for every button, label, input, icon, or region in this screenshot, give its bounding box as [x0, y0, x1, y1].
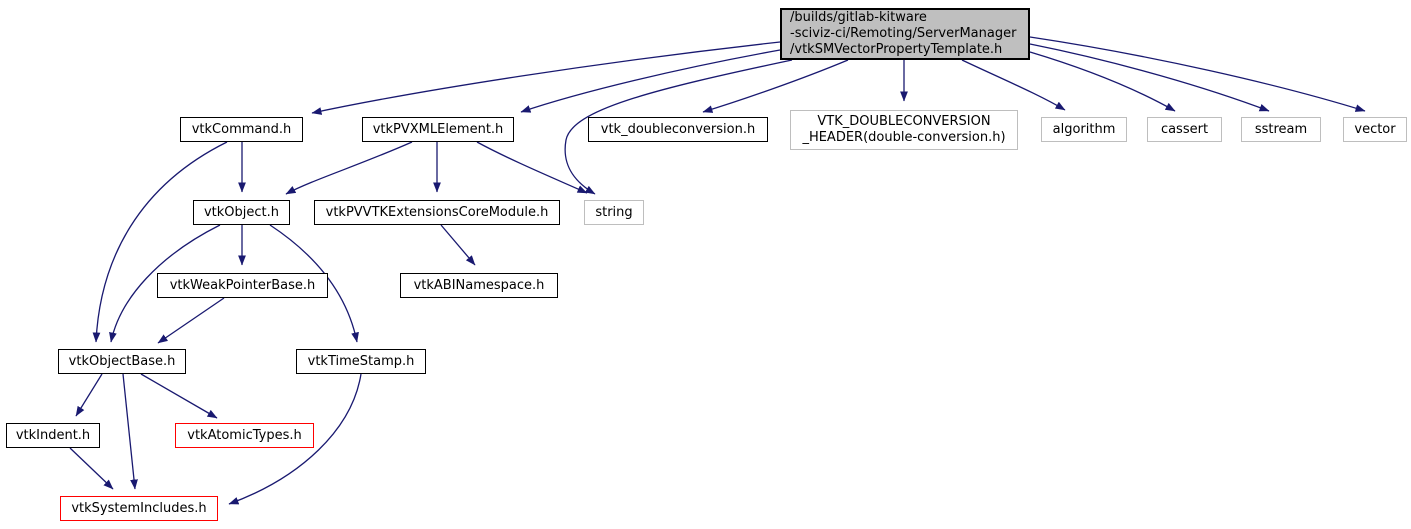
node-vtkWeakPointerBase[interactable]: [157, 273, 328, 298]
node-label: vtkSystemIncludes.h: [71, 500, 207, 516]
node-label: sstream: [1254, 121, 1308, 137]
edge-main-to-vector: [1030, 37, 1365, 111]
node-label: vtkPVVTKExtensionsCoreModule.h: [325, 204, 549, 220]
node-cassert: [1147, 117, 1222, 142]
node-label: vtkWeakPointerBase.h: [169, 277, 316, 293]
node-label: /vtkSMVectorPropertyTemplate.h: [790, 42, 1003, 57]
node-vtkCommand[interactable]: [180, 117, 303, 142]
node-string: [584, 200, 644, 225]
node-sstream: [1241, 117, 1321, 142]
edge-main-to-vtkCommand: [312, 42, 780, 113]
edge-main-to-vtkPVXMLElement: [521, 50, 780, 112]
node-label: VTK_DOUBLECONVERSION: [817, 114, 991, 129]
edge-vtkPVXMLElement-to-string: [477, 142, 587, 193]
node-vtkPVVTKExtensionsCoreModule[interactable]: [314, 200, 560, 225]
node-label: vector: [1354, 121, 1396, 137]
node-vtkTimeStamp[interactable]: [296, 349, 426, 374]
edge-main-to-sstream: [1030, 44, 1269, 111]
node-label: vtk_doubleconversion.h: [600, 121, 756, 137]
node-label: cassert: [1160, 121, 1209, 137]
node-vtkAtomicTypes[interactable]: [175, 423, 314, 448]
node-vtkPVXMLElement[interactable]: [362, 117, 514, 142]
node-vtk_doubleconversion[interactable]: [588, 117, 768, 142]
node-VTK_DOUBLECONVERSION_HEADER: [790, 110, 1018, 150]
node-label: vtkObjectBase.h: [68, 353, 176, 369]
node-vtkObject[interactable]: [193, 200, 290, 225]
node-label: _HEADER(double-conversion.h): [802, 130, 1006, 145]
node-label: vtkObject.h: [203, 204, 280, 220]
node-label: /builds/gitlab-kitware: [790, 10, 927, 25]
node-vtkIndent[interactable]: [6, 423, 100, 448]
node-vector: [1343, 117, 1407, 142]
node-vtkSystemIncludes[interactable]: [60, 496, 218, 521]
node-vtkABINamespace[interactable]: [400, 273, 558, 298]
node-main: [780, 8, 1030, 60]
node-label: vtkCommand.h: [191, 121, 292, 137]
edge-main-to-algorithm: [962, 60, 1065, 110]
node-label: string: [595, 204, 633, 220]
edge-vtkWeakPointerBase-to-vtkObjectBase: [158, 298, 224, 343]
node-label: vtkABINamespace.h: [413, 277, 545, 293]
edge-main-to-vtk_doubleconversion: [703, 60, 848, 112]
edge-vtkCommand-to-vtkObjectBase: [96, 142, 227, 342]
node-label: vtkIndent.h: [15, 427, 91, 443]
node-label: vtkPVXMLElement.h: [372, 121, 504, 137]
node-algorithm: [1041, 117, 1127, 142]
edge-vtkObjectBase-to-vtkAtomicTypes: [141, 374, 217, 418]
edge-vtkObjectBase-to-vtkIndent: [76, 374, 102, 416]
node-label: vtkTimeStamp.h: [307, 353, 415, 369]
node-vtkObjectBase[interactable]: [58, 349, 186, 374]
node-label: vtkAtomicTypes.h: [187, 427, 302, 443]
edge-vtkObjectBase-to-vtkSystemIncludes: [123, 374, 135, 489]
node-label: algorithm: [1052, 121, 1116, 137]
edge-vtkIndent-to-vtkSystemIncludes: [70, 448, 113, 489]
edge-vtkPVVTKExtensionsCoreModule-to-vtkABINamespace: [441, 225, 475, 265]
edge-vtkPVXMLElement-to-vtkObject: [286, 142, 412, 194]
node-label: -sciviz-ci/Remoting/ServerManager: [790, 26, 1017, 41]
